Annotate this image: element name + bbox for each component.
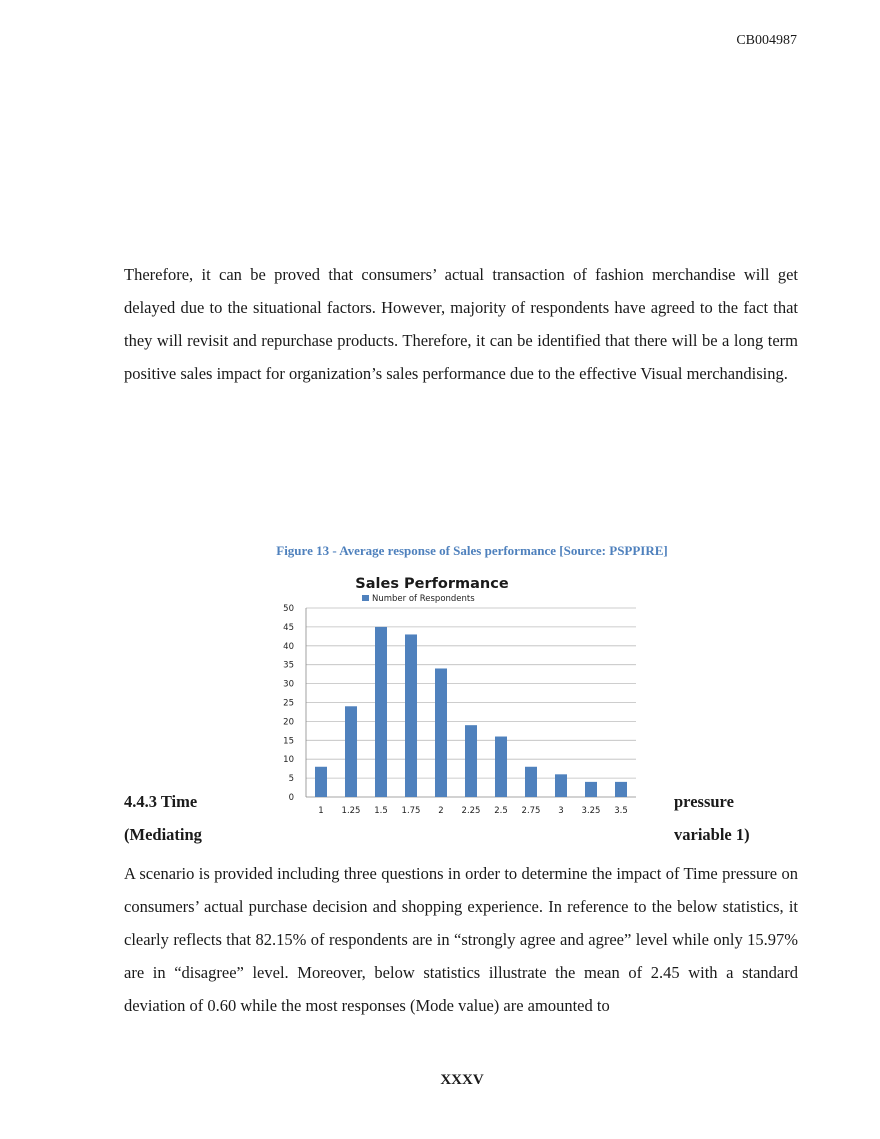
section-heading-left-1: 4.4.3 Time [124,792,198,811]
legend-label: Number of Respondents [372,594,475,604]
bar [555,774,567,797]
bar [315,767,327,797]
y-tick-label: 15 [283,736,294,747]
bar [375,627,387,797]
x-tick-label: 1.25 [341,806,361,816]
x-tick-label: 3.5 [614,806,628,816]
x-tick-label: 1 [318,806,324,816]
bar [615,782,627,797]
figure-caption: Figure 13 - Average response of Sales performance [Source: PSPPIRE] [276,543,668,558]
y-tick-label: 40 [283,641,294,652]
section-heading-right-2: variable 1) [674,825,750,844]
y-tick-label: 10 [283,755,294,766]
sales-performance-chart [270,572,650,820]
section-heading-left-2: (Mediating [124,825,202,844]
body-paragraph: Therefore, it can be proved that consumers’ actual transaction of fashion merchandise will get delayed due to the situational factors. However, majority of respondents have agreed to the fact that they will revisit and repurchase products. Therefore, it can be identified that there will be a long term positive sales impact for organization’s sales performance due to the effective Visual merchandising. [124,265,798,383]
bar [405,634,417,797]
body-paragraph-2: A scenario is provided including three questions in order to determine the impact of Time pressure on consumers’ actual purchase decision and shopping experience. In reference to the below statistics, it clearly reflects that 82.15% of respondents are in “strongly agree and agree” level while only 15.97% are in “disagree” level. Moreover, below statistics illustrate the mean of 2.45 with a standard deviation of 0.60 while the most responses (Mode value) are amounted to [124,864,798,1015]
y-tick-label: 50 [283,604,294,614]
x-tick-label: 2.75 [521,806,541,816]
document-id: CB004987 [736,33,797,48]
bar [465,725,477,797]
x-tick-label: 1.75 [401,806,421,816]
bar [525,767,537,797]
x-tick-label: 2.5 [494,806,508,816]
x-tick-label: 3 [558,806,564,816]
y-tick-label: 0 [288,793,294,803]
x-tick-label: 2 [438,806,444,816]
y-tick-label: 45 [283,622,294,633]
page-number: XXXV [440,1072,484,1088]
y-tick-label: 20 [283,717,294,728]
x-tick-label: 3.25 [581,806,601,816]
y-tick-label: 35 [283,660,294,671]
legend-swatch [362,595,369,601]
y-tick-label: 25 [283,698,294,709]
bar [345,706,357,797]
y-tick-label: 5 [288,774,294,785]
bar [495,737,507,797]
x-tick-label: 2.25 [461,806,481,816]
y-tick-label: 30 [283,679,294,690]
bar [435,668,447,797]
x-tick-label: 1.5 [374,806,388,816]
chart-title: Sales Performance [355,576,509,592]
bar [585,782,597,797]
section-heading-right-1: pressure [674,792,734,811]
